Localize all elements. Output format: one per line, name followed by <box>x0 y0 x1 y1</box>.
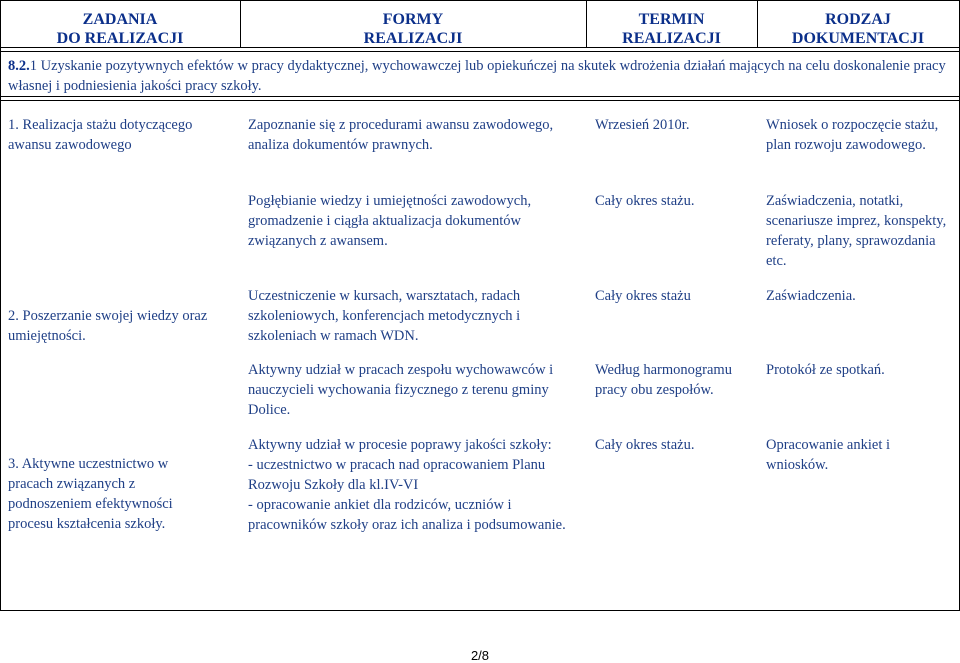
page-number: 2/8 <box>470 648 490 663</box>
header-term: TERMIN REALIZACJI <box>622 11 721 47</box>
row3-term: Cały okres stażu <box>595 288 691 304</box>
row5-doc: Opracowanie ankiet i wniosków. <box>766 437 891 473</box>
row1-task: 1. Realizacja stażu dotyczącego awansu zawodowego <box>8 117 193 153</box>
section-bottom-border <box>0 96 960 97</box>
row3-task: 2. Poszerzanie swojej wiedzy oraz umiejętności. <box>8 308 208 344</box>
row5-term: Cały okres stażu. <box>595 437 695 453</box>
row3-form: Uczestniczenie w kursach, warsztatach, radach szkoleniowych, konferencjach metodycznych i szkoleniach w ramach WDN. <box>248 288 521 344</box>
row5-form-line1: Aktywny udział w procesie poprawy jakości szkoły: <box>248 437 552 453</box>
section-bottom-border-2 <box>0 100 960 101</box>
row5-form-line3: - opracowanie ankiet dla rodziców, uczniów i pracowników szkoły oraz ich analiza i podsumowanie. <box>248 497 566 533</box>
row1-form: Zapoznanie się z procedurami awansu zawodowego, analiza dokumentów prawnych. <box>248 117 554 153</box>
row2-form: Pogłębianie wiedzy i umiejętności zawodowych, gromadzenie i ciągła aktualizacja dokumentów związanych z awansem. <box>248 193 532 249</box>
row1-doc: Wniosek o rozpoczęcie stażu, plan rozwoju zawodowego. <box>766 117 939 153</box>
section-heading <box>8 56 952 96</box>
header-tasks: ZADANIA DO REALIZACJI <box>56 11 184 47</box>
row2-doc: Zaświadczenia, notatki, scenariusze imprez, konspekty, referaty, plany, sprawozdania etc. <box>766 193 947 269</box>
row4-term: Według harmonogramu pracy obu zespołów. <box>595 362 732 398</box>
table-bottom-border <box>0 610 960 611</box>
row3-doc: Zaświadczenia. <box>766 288 856 304</box>
row2-term: Cały okres stażu. <box>595 193 695 209</box>
header-forms: FORMY REALIZACJI <box>363 11 463 47</box>
row1-term: Wrzesień 2010r. <box>595 117 690 133</box>
row5-form <box>248 435 588 535</box>
section-text: 1 Uzyskanie pozytywnych efektów w pracy dydaktycznej, wychowawczej lub opiekuńczej na skutek wdrożenia działań mających na celu doskonalenie pracy własnej i podniesienia jakości pracy szkoły. <box>8 58 946 94</box>
table-left-border <box>0 0 1 611</box>
section-top-border <box>0 51 960 52</box>
table-top-border <box>0 0 960 1</box>
row5-form-line2: - uczestnictwo w pracach nad opracowaniem Planu Rozwoju Szkoły dla kl.IV-VI <box>248 457 546 493</box>
row4-doc: Protokół ze spotkań. <box>766 362 885 378</box>
row5-task: 3. Aktywne uczestnictwo w pracach związanych z podnoszeniem efektywności procesu kształcenia szkoły. <box>8 456 173 532</box>
section-number: 8.2. <box>8 58 30 74</box>
row4-form: Aktywny udział w pracach zespołu wychowawców i nauczycieli wychowania fizycznego z terenu gminy Dolice. <box>248 362 554 418</box>
header-documentation: RODZAJ DOKUMENTACJI <box>791 11 925 47</box>
